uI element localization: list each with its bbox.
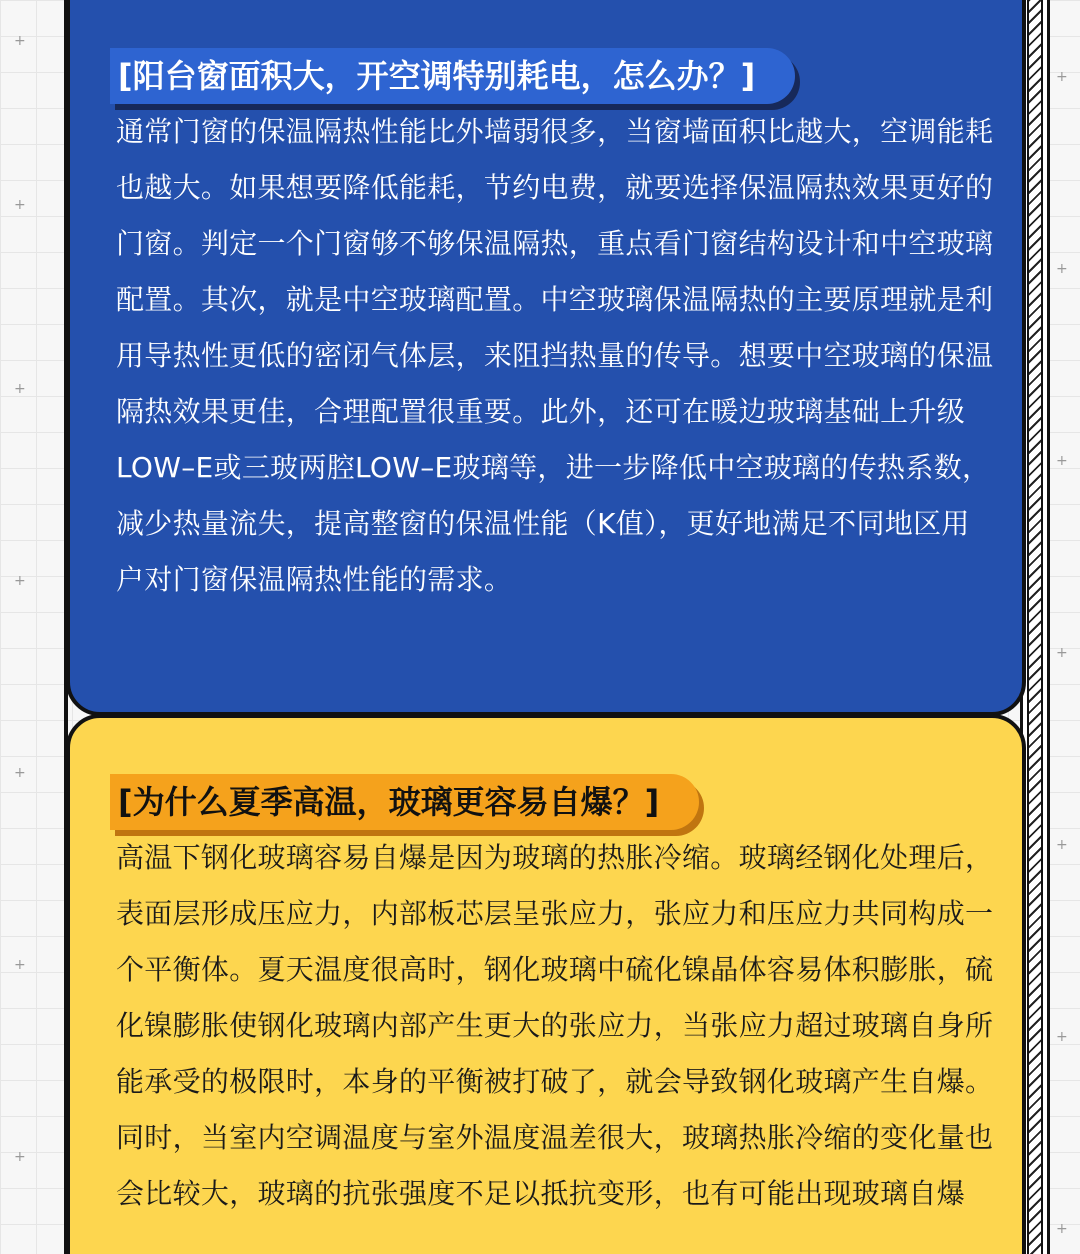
plus-icon: + bbox=[14, 1149, 26, 1165]
plus-icon: + bbox=[14, 197, 26, 213]
plus-icon: + bbox=[14, 33, 26, 49]
plus-icon: + bbox=[1056, 69, 1068, 85]
section-paragraph-glass: 高温下钢化玻璃容易自爆是因为玻璃的热胀冷缩。玻璃经钢化处理后，表面层形成压应力，内部板芯层呈张应力，张应力和压应力共同构成一个平衡体。夏天温度很高时，钢化玻璃中硫化镍晶体容易体积膨胀，硫化镍膨胀使钢化玻璃内部产生更大的张应力，当张应力超过玻璃自身所能承受的极限时，本身的平衡被打破了，就会导致钢化玻璃产生自爆。同时，当室内空调温度与室外温度温差很大，玻璃热胀冷缩的变化量也会比较大，玻璃的抗张强度不足以抵抗变形，也有可能出现玻璃自爆 bbox=[116, 841, 994, 1210]
plus-icon: + bbox=[1056, 453, 1068, 469]
plus-icon: + bbox=[14, 957, 26, 973]
plus-icon: + bbox=[1056, 1221, 1068, 1237]
plus-icon: + bbox=[1056, 261, 1068, 277]
plus-icon: + bbox=[1056, 837, 1068, 853]
section-paragraph-energy: 通常门窗的保温隔热性能比外墙弱很多，当窗墙面积比越大，空调能耗也越大。如果想要降低能耗，节约电费，就要选择保温隔热效果更好的门窗。判定一个门窗够不够保温隔热，重点看门窗结构设计和中空玻璃配置。其次，就是中空玻璃配置。中空玻璃保温隔热的主要原理就是利用导热性更低的密闭气体层，来阻挡热量的传导。想要中空玻璃的保温隔热效果更佳，合理配置很重要。此外，还可在暖边玻璃基础上升级LOW–E或三玻两腔LOW–E玻璃等，进一步降低中空玻璃的传热系数，减少热量流失，提高整窗的保温性能（K值），更好地满足不同地区用户对门窗保温隔热性能的需求。 bbox=[116, 115, 994, 596]
plus-icon: + bbox=[14, 765, 26, 781]
plus-icon: + bbox=[14, 381, 26, 397]
section-heading-glass: [为什么夏季高温，玻璃更容易自爆？] bbox=[110, 774, 699, 830]
hatched-stripe bbox=[1027, 0, 1043, 1254]
plus-icon: + bbox=[1056, 645, 1068, 661]
plus-icon: + bbox=[14, 573, 26, 589]
section-heading-energy: [阳台窗面积大，开空调特别耗电，怎么办？] bbox=[110, 48, 795, 104]
plus-icon: + bbox=[1056, 1029, 1068, 1045]
